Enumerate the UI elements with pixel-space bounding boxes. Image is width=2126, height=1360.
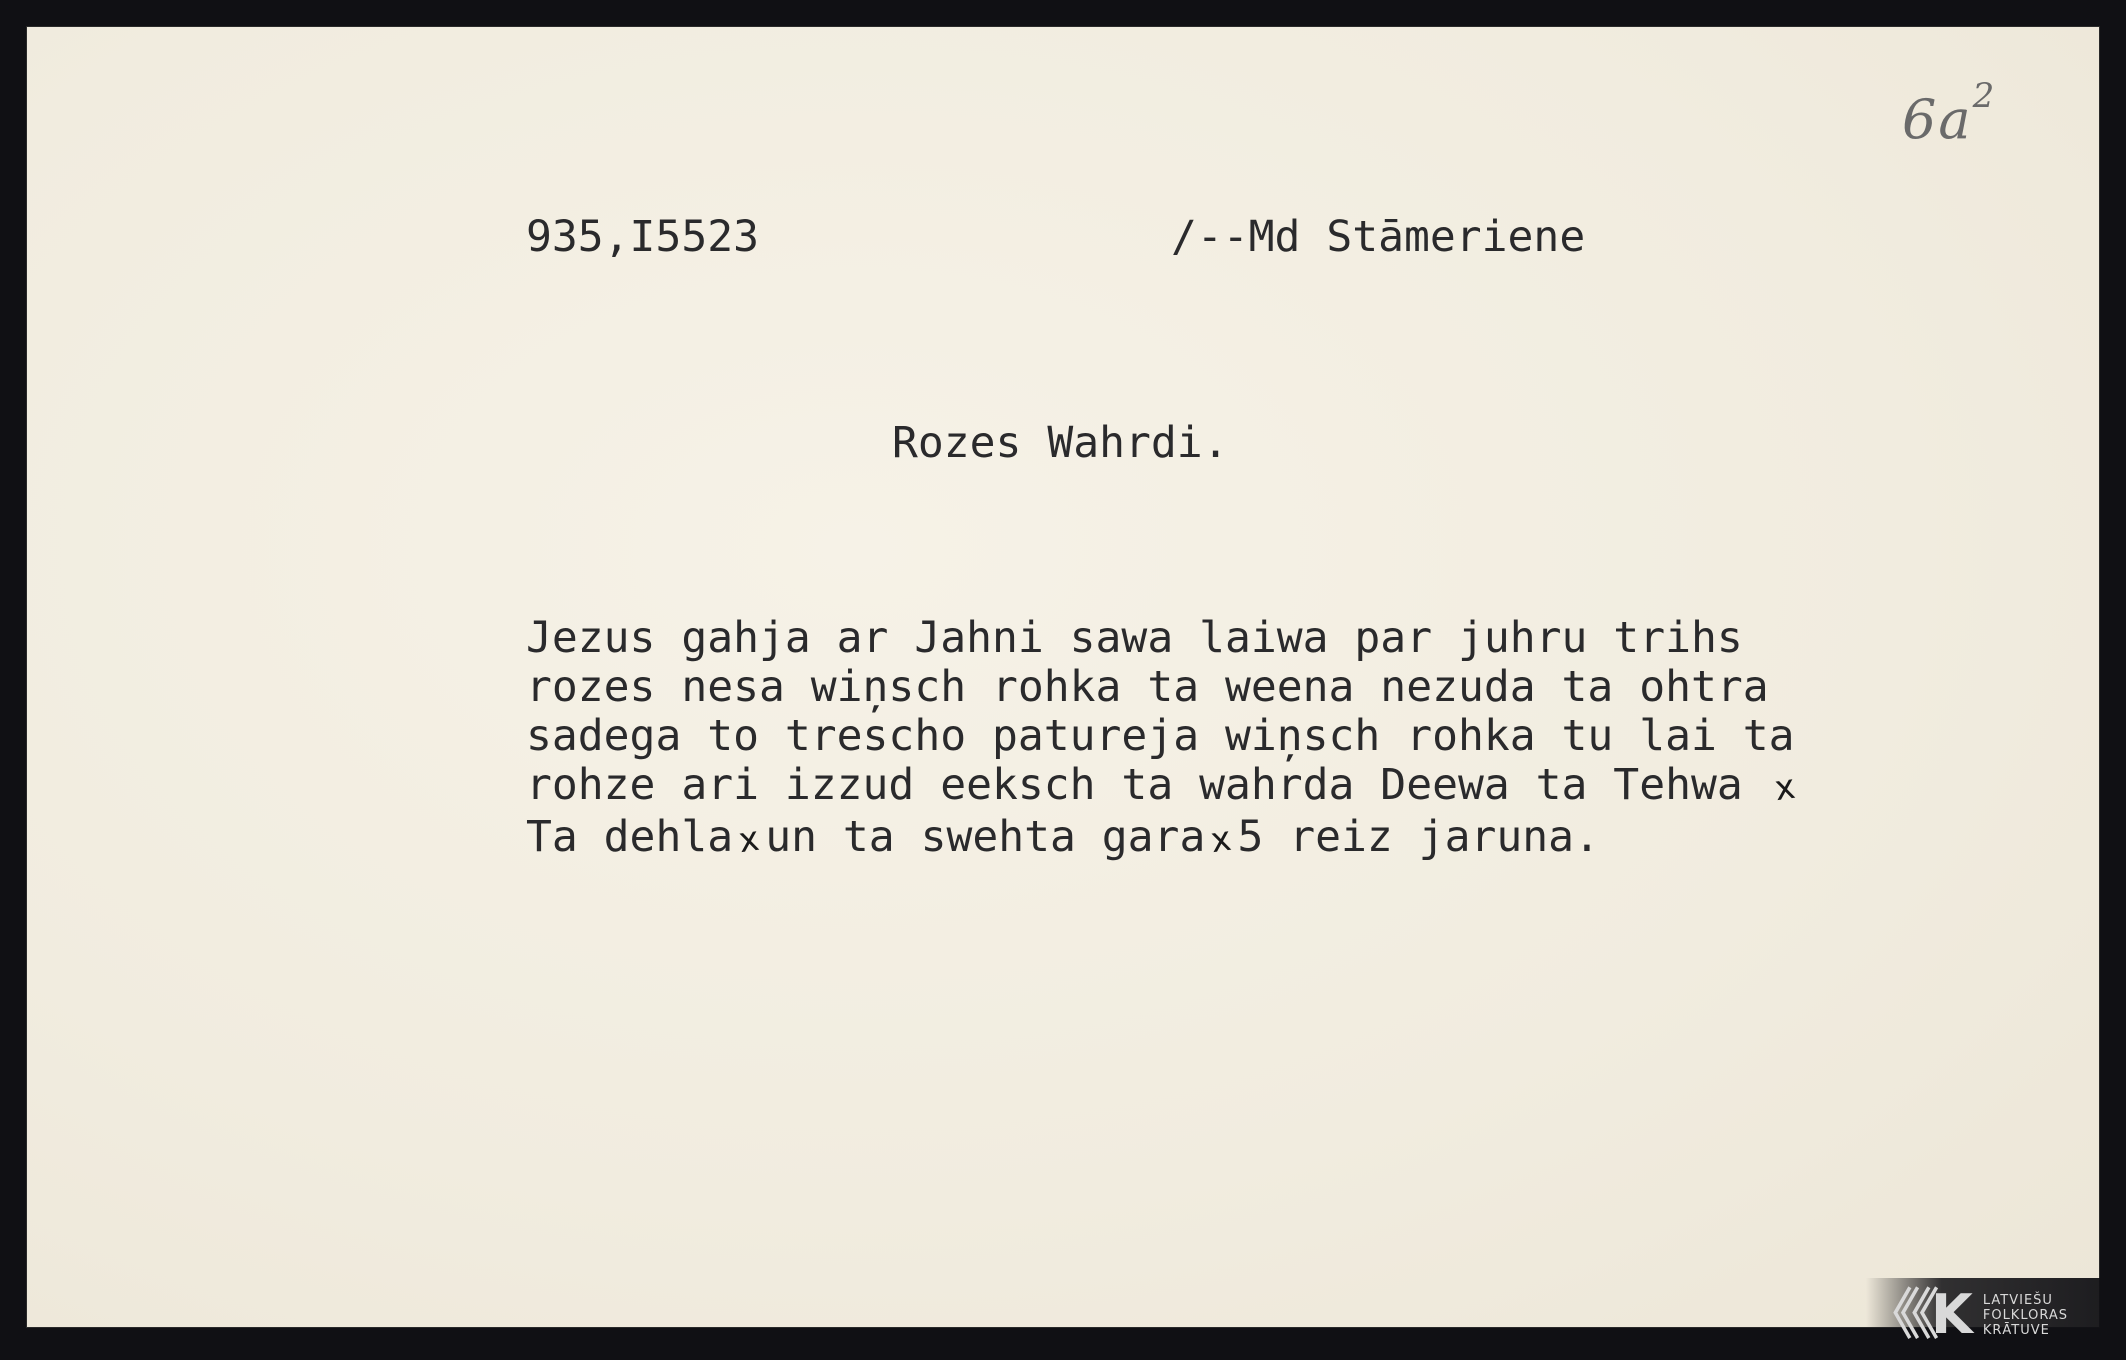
charm-text	[526, 614, 1801, 865]
text-line-2: rozes nesa wiņsch rohka ta weena nezuda ta ohtra	[526, 662, 1769, 712]
logo-mark-icon: 《《K	[1866, 1283, 1965, 1346]
document-title: Rozes Wahrdi.	[892, 418, 1229, 468]
text-line-4: rohze ari izzud eeksch ta wahrda Deewa ta Tehwa x	[526, 761, 1801, 813]
archive-reference-number: 935,I5523	[526, 212, 759, 262]
archive-logo	[1866, 1278, 2118, 1352]
logo-text: LATVIEŠU FOLKLORAS KRĀTUVE	[1982, 1292, 2068, 1338]
cross-mark: x	[1208, 818, 1235, 862]
text-line-1: Jezus gahja ar Jahni sawa laiwa par juhru trihs	[526, 613, 1743, 663]
handwritten-card-number: $6a^2$	[1902, 76, 1997, 151]
cross-mark: x	[1771, 766, 1798, 810]
text-line-5: Ta dehlaxun ta swehta garax5 reiz jaruna.	[526, 813, 1801, 865]
cross-mark: x	[736, 818, 762, 862]
informant-name: /--Md Stāmeriene	[1171, 212, 1586, 262]
text-line-3: sadega to trescho patureja wiņsch rohka tu lai ta	[526, 711, 1795, 761]
archive-card	[26, 26, 2100, 1328]
